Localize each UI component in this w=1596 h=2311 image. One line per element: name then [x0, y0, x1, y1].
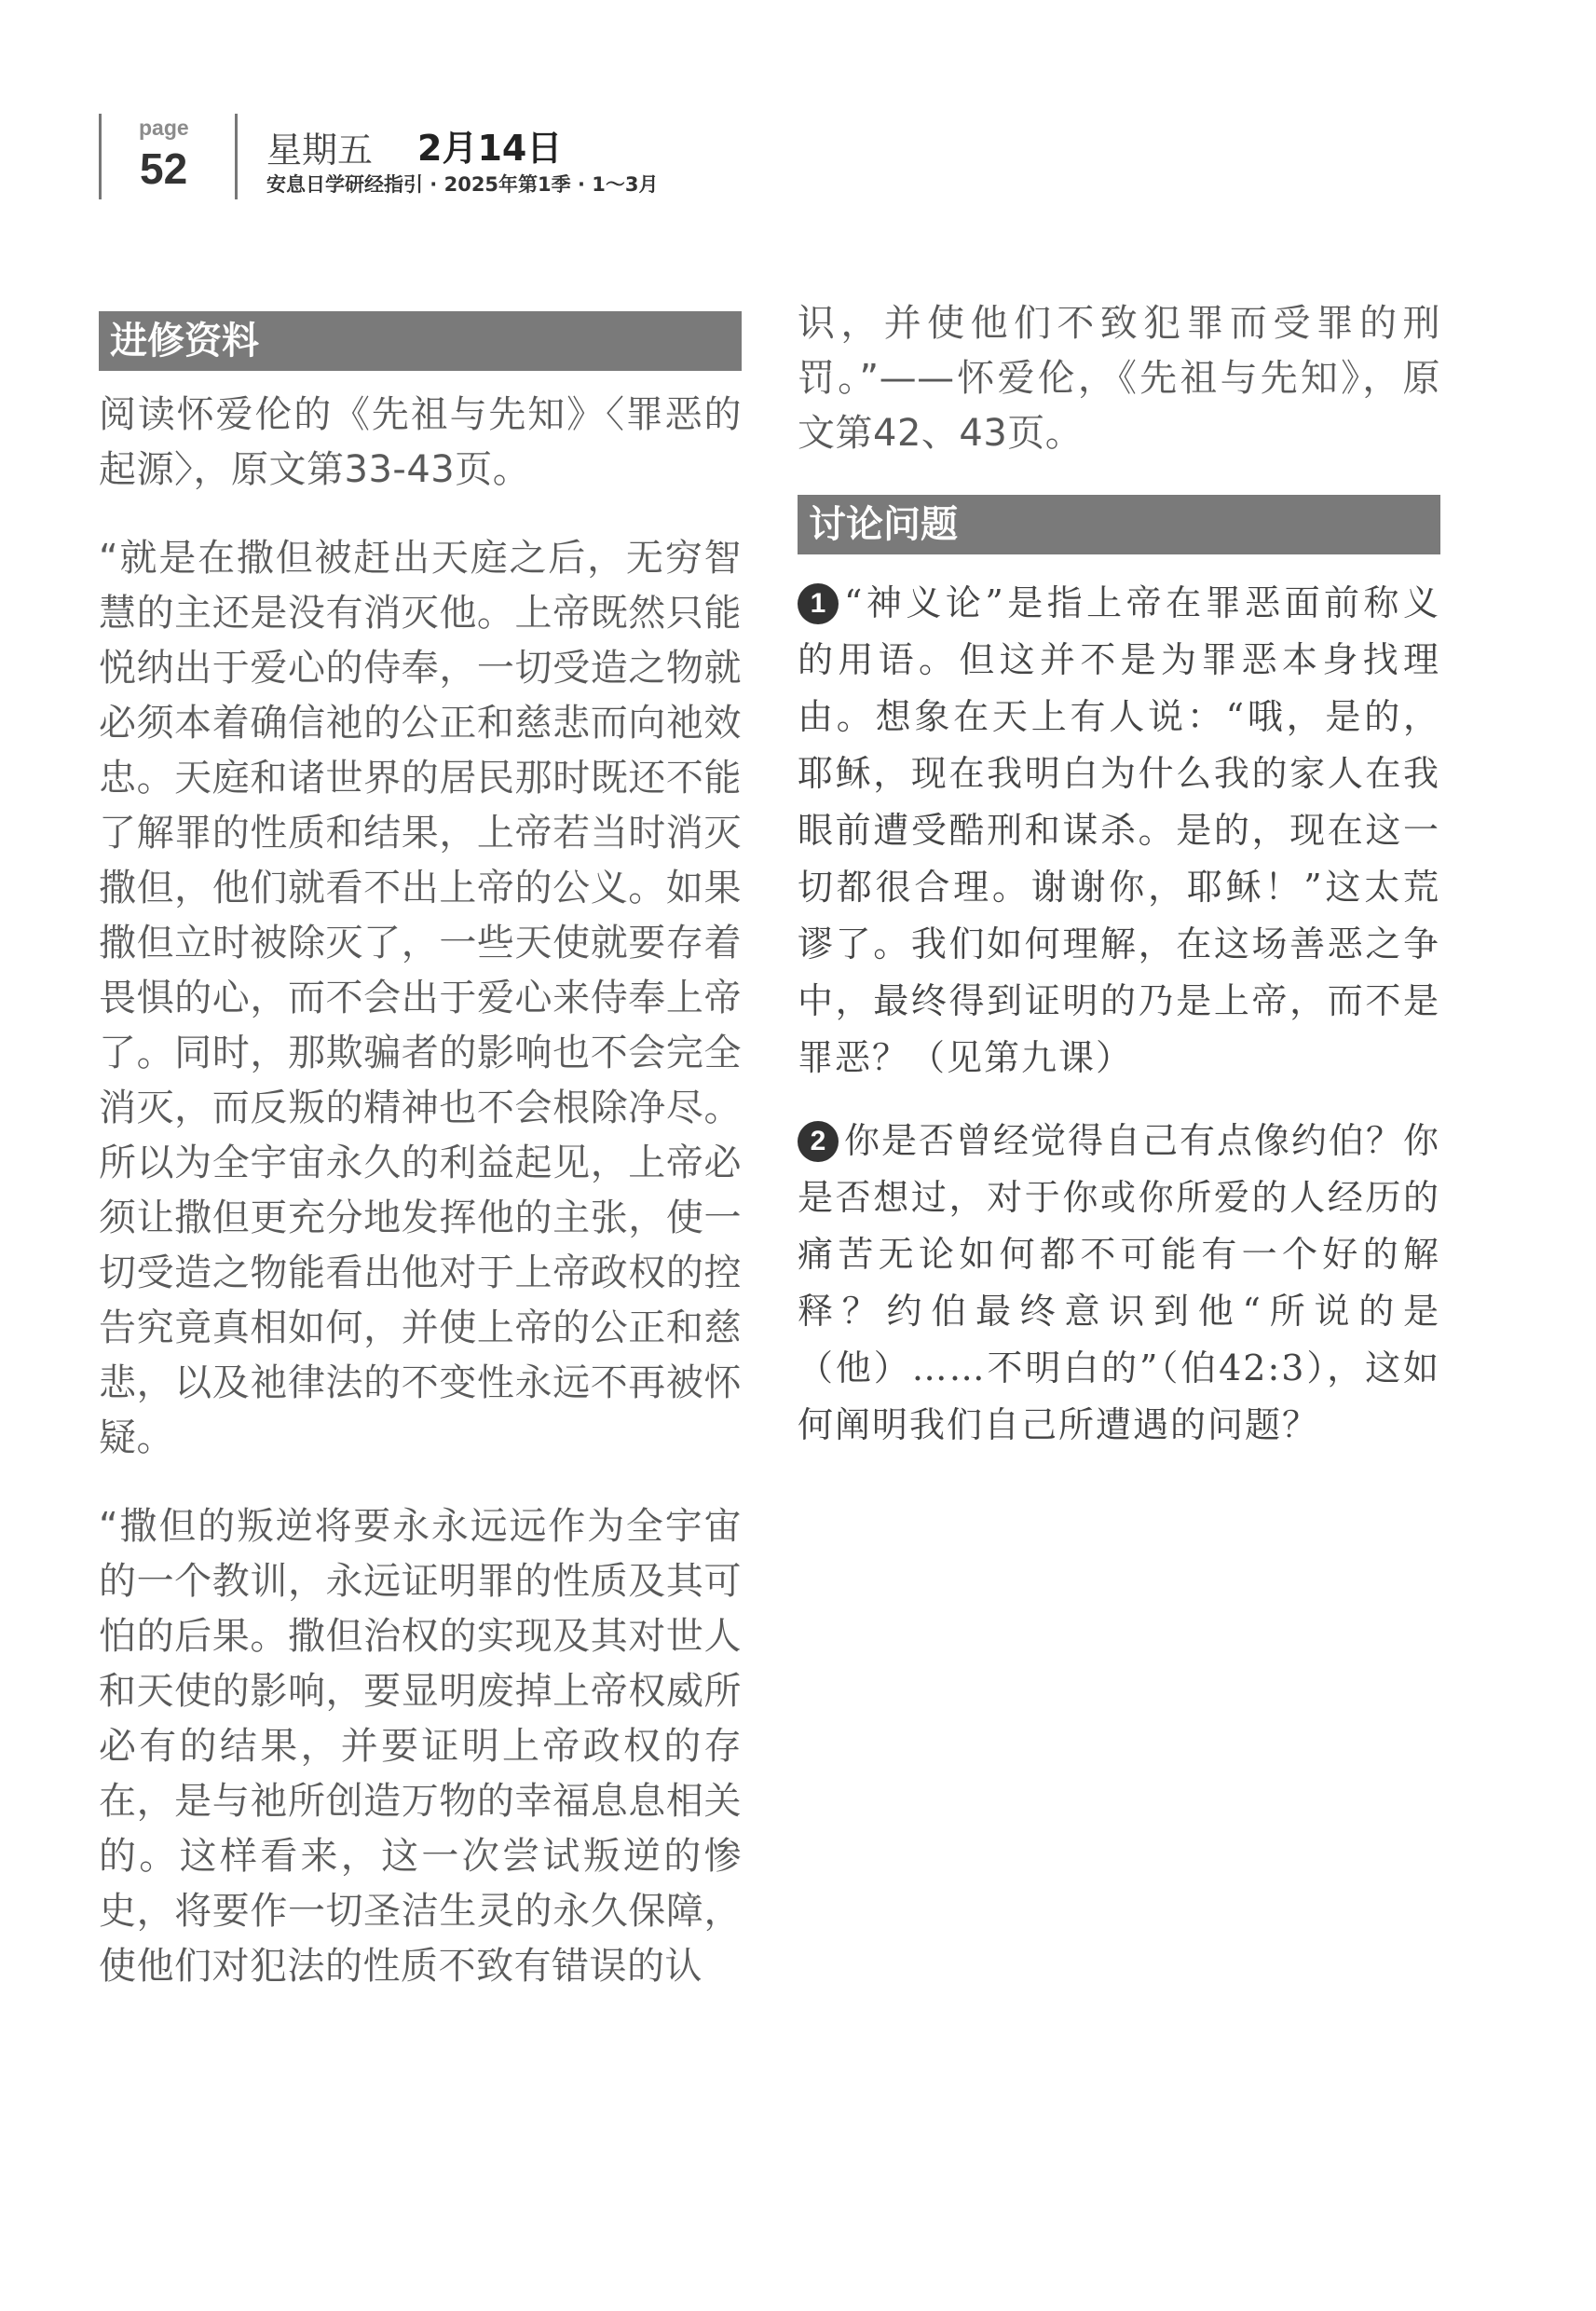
publication-subtitle: 安息日学研经指引 · 2025年第1季 · 1～3月: [266, 173, 659, 196]
question-text: “神义论”是指上帝在罪恶面前称义的用语。但这并不是为罪恶本身找理由。想象在天上有人说：“哦，是的，耶稣，现在我明白为什么我的家人在我眼前遭受酷刑和谋杀。是的，现在这一切都很合理。谢谢你，耶稣！”这太荒谬了。我们如何理解，在这场善恶之争中，最终得到证明的乃是上帝，而不是罪恶？（见第九课）: [798, 582, 1440, 1078]
left-column: [99, 311, 742, 1994]
question-number-badge: 2: [798, 1121, 839, 1162]
header-rule-left: [99, 114, 102, 199]
quote-paragraph-2-continued: 识，并使他们不致犯罪而受罪的刑罚。”——怀爱伦，《先祖与先知》，原文第42、43页。: [798, 302, 1440, 455]
page-header: [99, 112, 844, 201]
question-text: 你是否曾经觉得自己有点像约伯？你是否想过，对于你或你所爱的人经历的痛苦无论如何都不可能有一个好的解释？约伯最终意识到他“所说的是（他）……不明白的”（伯42:3），这如何阐明我们自己所遭遇的问题？: [798, 1120, 1441, 1445]
discussion-question-2: [798, 1113, 1440, 1454]
page-label: page: [139, 116, 189, 140]
quote-paragraph-1: “就是在撒但被赶出天庭之后，无穷智慧的主还是没有消灭他。上帝既然只能悦纳出于爱心的侍奉，一切受造之物就必须本着确信祂的公正和慈悲而向祂效忠。天庭和诸世界的居民那时既还不能了解罪的性质和结果，上帝若当时消灭撒但，他们就看不出上帝的公义。如果撒但立时被除灭了，一些天使就要存着畏惧的心，而不会出于爱心来侍奉上帝了。同时，那欺骗者的影响也不会完全消灭，而反叛的精神也不会根除净尽。所以为全宇宙永久的利益起见，上帝必须让撒但更充分地发挥他的主张，使一切受造之物能看出他对于上帝政权的控告究竟真相如何，并使上帝的公正和慈悲，以及祂律法的不变性永远不再被怀疑。: [99, 537, 742, 1459]
header-rule-divider: [235, 114, 238, 199]
further-study-heading: 进修资料: [99, 311, 742, 371]
page-number: 52: [140, 144, 188, 193]
discussion-heading: 讨论问题: [798, 495, 1440, 554]
further-study-intro: 阅读怀爱伦的《先祖与先知》〈罪恶的起源〉，原文第33-43页。: [99, 393, 742, 491]
discussion-question-1: [798, 575, 1440, 1087]
quote-paragraph-2: “撒但的叛逆将要永永远远作为全宇宙的一个教训，永远证明罪的性质及其可怕的后果。撒但治权的实现及其对世人和天使的影响，要显明废掉上帝权威所必有的结果，并要证明上帝政权的存在，是与祂所创造万物的幸福息息相关的。这样看来，这一次尝试叛逆的惨史，将要作一切圣洁生灵的永久保障，使他们对犯法的性质不致有错误的认: [99, 1505, 742, 1988]
question-number-badge: 1: [798, 583, 839, 624]
weekday: 星期五: [266, 130, 374, 171]
right-column: [798, 296, 1440, 1454]
date: 2月14日: [417, 128, 563, 169]
